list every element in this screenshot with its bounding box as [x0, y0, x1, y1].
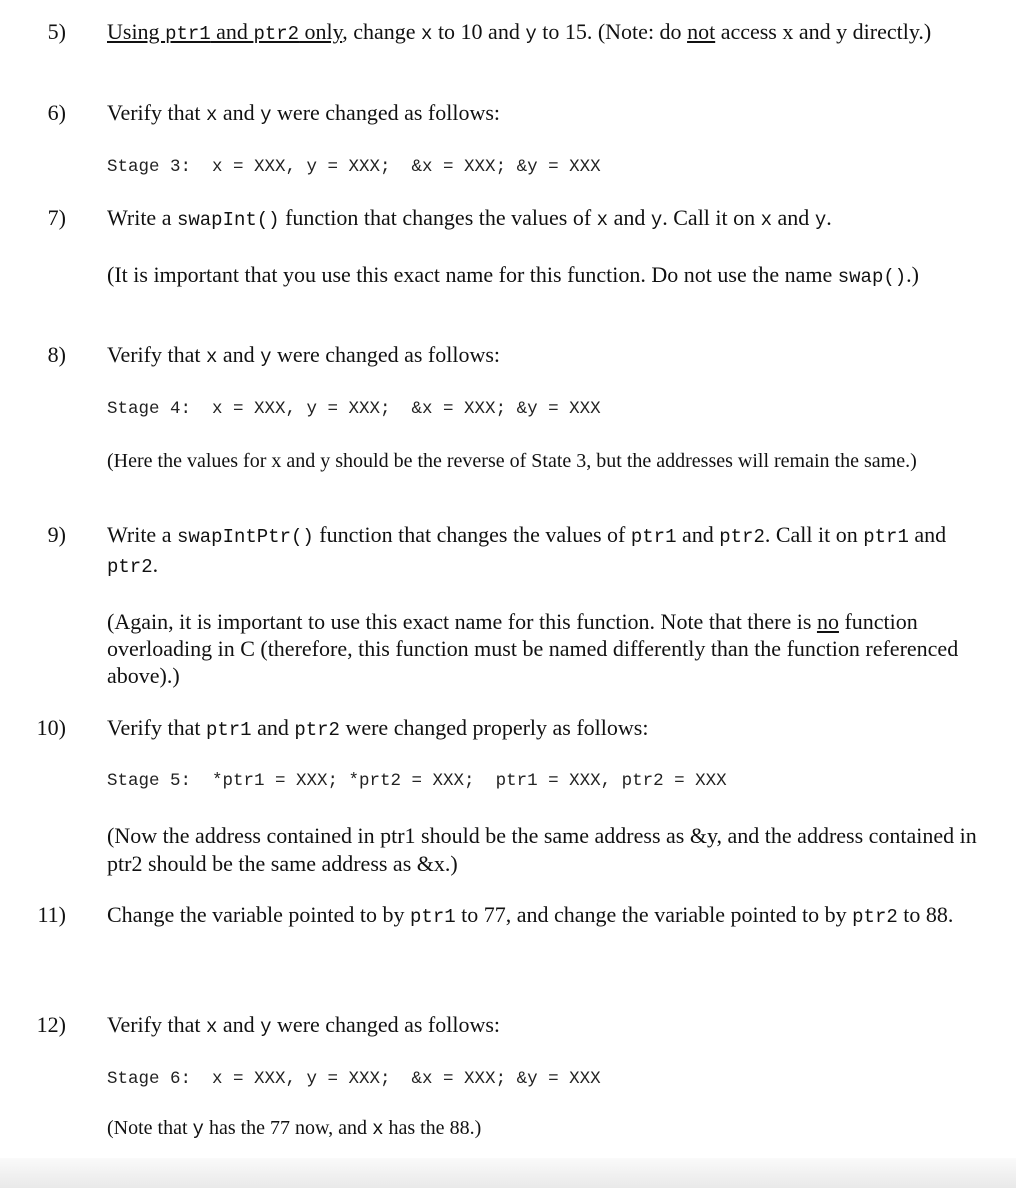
item-number: 10) [36, 715, 66, 740]
item-text: Change the variable pointed to by ptr1 to 77, and change the variable pointed to by ptr2 to 88. [107, 902, 954, 928]
code-output-line: Stage 4: x = XXX, y = XXX; &x = XXX; &y = XXX [107, 399, 601, 419]
item-note: (Here the values for x and y should be the reverse of State 3, but the addresses will remain the same.) [107, 450, 917, 472]
item-number: 9) [47, 522, 66, 547]
item-number: 12) [36, 1012, 66, 1037]
item-text: Write a swapInt() function that changes the values of x and y. Call it on x and y. [107, 205, 832, 231]
code-output-line: Stage 3: x = XXX, y = XXX; &x = XXX; &y = XXX [107, 157, 601, 177]
code-output-line: Stage 6: x = XXX, y = XXX; &x = XXX; &y = XXX [107, 1069, 601, 1089]
item-text: Using ptr1 and ptr2 only, change x to 10 and y to 15. (Note: do not access x and y directly.) [107, 19, 932, 45]
item-note: (Again, it is important to use this exact name for this function. Note that there is no function overloading in C (therefore, this function must be named differently than the function referenced above).) [107, 609, 959, 688]
item-text: Verify that x and y were changed as follows: [107, 342, 501, 368]
item-number: 6) [47, 100, 66, 125]
code-output-line: Stage 5: *ptr1 = XXX; *prt2 = XXX; ptr1 = XXX, ptr2 = XXX [107, 771, 727, 791]
page-bottom-edge [0, 1158, 1016, 1188]
item-number: 8) [47, 342, 66, 367]
item-note: (Now the address contained in ptr1 should be the same address as &y, and the address contained in ptr2 should be the same address as &x.) [107, 823, 977, 876]
item-text: Verify that x and y were changed as follows: [107, 1012, 501, 1038]
item-note: (It is important that you use this exact name for this function. Do not use the name swap().) [107, 262, 919, 288]
underlined-text: Using ptr1 and ptr2 only [107, 19, 343, 45]
item-text: Verify that x and y were changed as follows: [107, 100, 501, 126]
item-text: Write a swapIntPtr() function that changes the values of ptr1 and ptr2. Call it on ptr1 and ptr2. [107, 522, 947, 578]
item-text: Verify that ptr1 and ptr2 were changed properly as follows: [107, 715, 649, 741]
item-number: 11) [37, 902, 66, 927]
item-note: (Note that y has the 77 now, and x has the 88.) [107, 1117, 482, 1140]
item-number: 7) [47, 205, 66, 230]
item-number: 5) [47, 19, 66, 44]
